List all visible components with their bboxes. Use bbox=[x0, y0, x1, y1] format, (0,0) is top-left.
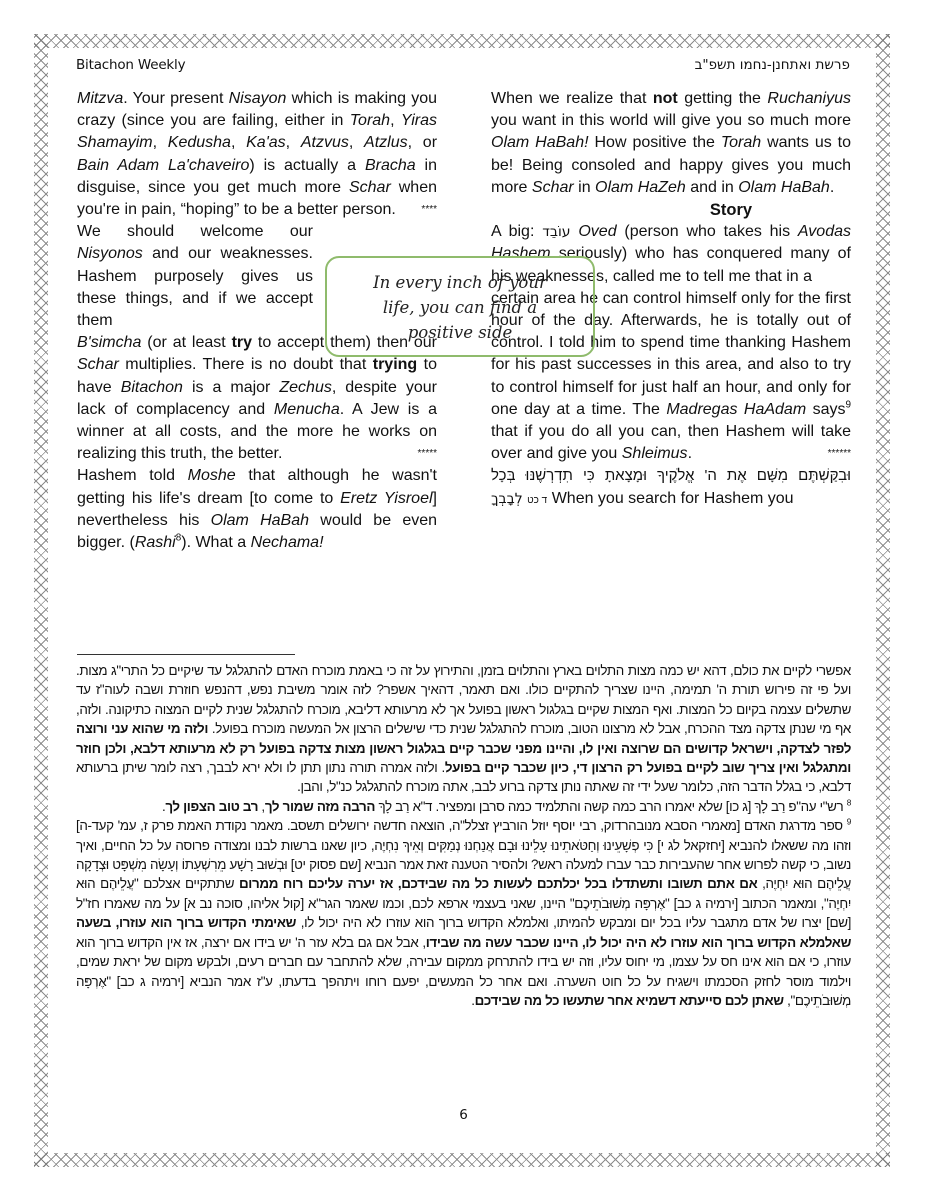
italic-term: Schar bbox=[531, 178, 574, 196]
section-divider-stars: ****** bbox=[827, 448, 851, 460]
page-border-right bbox=[876, 34, 890, 1167]
italic-term: Schar bbox=[348, 178, 391, 196]
story-heading: Story bbox=[709, 201, 753, 220]
italic-term: Nechama! bbox=[250, 534, 324, 552]
italic-term: Madregas HaAdam bbox=[666, 400, 807, 418]
italic-term: Olam HaBah! bbox=[491, 134, 589, 152]
right-paragraph-2-wrapped: A big: עוֹבֵד Oved (person who takes his Avodas Hashem seriously) who has conquered many of his weaknesses, called me to tell me that in a bbox=[491, 223, 851, 285]
italic-term: Menucha bbox=[273, 400, 340, 418]
footnote-separator bbox=[77, 654, 295, 655]
footnotes bbox=[76, 661, 851, 1010]
left-paragraph-3: Hashem told Moshe that although he wasn't getting his life's dream [to come to Eretz Yisroel] nevertheless his Olam HaBah would be even bigger. (Rashi$^8$). What a Nechama! bbox=[77, 467, 438, 552]
verse-hebrew: וּבִקַּשְׁתֶּם מִשָּׁם אֶת ה' אֱלֹקֶיךָ וּמָצָאתָ כִּי תִדְרְשֶׁנּוּ בְּכָל bbox=[491, 467, 851, 485]
bold-text: רב טוב הצפון לך bbox=[165, 798, 259, 814]
italic-term: Eretz Yisroel bbox=[340, 489, 433, 507]
page-border-left bbox=[34, 34, 48, 1167]
bold-text: שאימתי הקדוש ברוך הוא עוזרו, בשעה שאלמלא הקדוש ברוך הוא עוזרו לא היה יכול לו, היינו שכבר עשה מה שבידו bbox=[76, 915, 852, 950]
italic-term: Olam HaZeh bbox=[595, 178, 686, 196]
pull-quote-line: In every inch of your bbox=[373, 273, 547, 292]
page-number: 6 bbox=[459, 1107, 468, 1123]
verse-reference: ד כט bbox=[527, 494, 548, 506]
italic-term: Ka'as bbox=[246, 134, 286, 152]
italic-term: Nisyonos bbox=[77, 245, 143, 263]
publication-title: Bitachon Weekly bbox=[76, 57, 186, 73]
bold-text: שאתן לכם סייעתא דשמיא אחר שתעשו כל מה שבידכם bbox=[474, 992, 784, 1008]
italic-term: Bain Adam La'chaveiro bbox=[77, 156, 250, 174]
right-paragraph-1: When we realize that not getting the Ruchaniyus you want in this world will give you so much more Olam HaBah! How positive the Torah wants us to be! Being consoled and happy gives you much more Schar in Olam HaZeh and in Olam HaBah. bbox=[491, 90, 852, 196]
bold-text: ולזה מי שהוא עני ורוצה לפזר לצדקה, וישראל קדושים הם שרוצה ואין לו, והיינו מפני שכבר קיים בגלגול ראשון מצות צדקה בפועל רק לא מרעותא דלבא, ולכן חוזר ומתגלגל ואין צריך שוב לקיים בפועל רק הרצון די, כיון שכבר קיים בפועל bbox=[76, 721, 851, 776]
bold-text: הרבה מזה שמור לך bbox=[264, 798, 376, 814]
italic-term: Schar bbox=[77, 356, 119, 374]
section-divider-stars: ***** bbox=[417, 448, 437, 460]
hebrew-word: עוֹבֵד bbox=[542, 224, 571, 241]
right-paragraph-2: certain area he can control himself only for the first hour of the day. Afterwards, he is totally out of control. I told him to spend time thanking Hashem for his past successes in this area, and also to try to control himself for just half an hour, and only for one day at a time. The Madregas HaAdam says$^9$ that if you do all you can, then Hashem will take over and give you Shleimus. ****** bbox=[491, 288, 851, 466]
italic-term: B'simcha bbox=[77, 334, 142, 352]
italic-term: Atzlus bbox=[364, 134, 408, 152]
page-border-top bbox=[34, 34, 890, 48]
italic-term: Bracha bbox=[364, 156, 416, 174]
italic-term: Moshe bbox=[187, 467, 236, 485]
pull-quote-line: life, you can find a bbox=[382, 298, 538, 317]
italic-term: Torah bbox=[349, 112, 391, 130]
italic-term: Oved bbox=[578, 223, 617, 241]
italic-term: Nisayon bbox=[228, 90, 287, 107]
left-paragraph-1: Mitzva. Your present Nisayon which is making you crazy (since you are failing, either in Torah, Yiras Shamayim, Kedusha, Ka'as, Atzvus, Atzlus, or Bain Adam La'chaveiro) is actually a Bracha in disguise, since you get much more Schar when you're in pain, “hoping” to be a better person. **** bbox=[77, 88, 437, 221]
bold-text: not bbox=[652, 90, 678, 107]
bold-text: אם אתם תשובו ותשתדלו בכל יכלתכם לעשות כל מה שבידכם, אז יערה עליכם רוח ממרום bbox=[239, 876, 758, 892]
parsha-title: פרשת ואתחנן-נחמו תשפ"ב bbox=[694, 57, 850, 73]
verse-line bbox=[491, 488, 851, 512]
italic-term: Bitachon bbox=[120, 378, 183, 396]
footnote-9: $^9$ ספר מדרגת האדם [מאמרי הסבא מנובהרדוק, רבי יוסף יוזל הורביץ זצלל"ה, הוצאה חדשה ירושלים תשסב. מאמר נקודת האמת פרק ז, עמ' קעד-ה] וזהו מה ששאלו להנביא [יחזקאל לג י] כִּי פְשָׁעֵינוּ וְחַטֹּאתֵינוּ עָלֵינוּ וּבָם אֲנַחְנוּ נְמַקִּים וְאֵיךְ נִחְיֶה, כיון שאנו ברשות לבנו ומצודה פרוסה על כל החיים, ואיך נשוב, כי קשה לפרוש אחר שהעבירות כבר עברו למעלה ראש? ולהסיר הטענה זאת אמר הנביא [שם פסוק יט] וּבְשׁוּב רָשָׁע מֵרִשְׁעָתוֹ וְעָשָׂה מִשְׁפָּט וּצְדָקָה עֲלֵיהֶם הוּא יִחְיֶה, אם אתם תשובו ותשתדלו בכל יכלתכם לעשות כל מה שבידכם, אז יערה עליכם רוח ממרום שתתקיים אצלכם "עֲלֵיהֶם הוּא יִחְיֶה", ומאמר הכתוב [ירמיה ג כב] "אֶרְפָּה מְשׁוּבֹתֵיכֶם" היינו, שאני בעצמי ארפא לכם, וכמו שאמר הגר"א [קול אליהו, סוכה נב א] על מה שאמרו חז"ל [שם] יצרו של אדם מתגבר עליו בכל יום ומבקש להמיתו, ואלמלא הקדוש ברוך הוא עוזרו לא היה יכול לו, שאימתי הקדוש ברוך הוא עוזרו, בשעה שאלמלא הקדוש ברוך הוא עוזרו לא היה יכול לו, היינו שכבר עשה מה שבידו, אבל אם גם בלא עזר ה' יש בידו אם ירצה, אז אין הקדוש ברוך הוא עוזרו, כי אם הוא אינו חס על עצמו, מי יחוס עליו, וזה יש בידו להתרחק ממקום עבירה, שלא להתחבר עם חברים רעים, ולבקש מקום של יראת שמים, וילמוד מוסר לחזק הסכמתו וישגיח על כל חוט השערה. ואם אחר כל המעשים, יפעם רוחו ויתהפך בדעתו, ע"ז אמר הנביא [ירמיה ג כב] "אֶרְפָּה מְשׁוּבֹתֵיכֶם", שאתן לכם סייעתא דשמיא אחר שתעשו כל מה שבידכם. bbox=[76, 816, 852, 1008]
bold-text: trying bbox=[372, 356, 418, 374]
footnote-number: 9 bbox=[846, 816, 851, 827]
pull-quote-box bbox=[325, 256, 595, 357]
footnote-number: 8 bbox=[846, 797, 851, 808]
italic-term: Torah bbox=[720, 134, 762, 152]
italic-term: Kedusha bbox=[167, 134, 231, 152]
footnote-ref: 9 bbox=[845, 399, 852, 411]
section-divider-stars: **** bbox=[421, 204, 437, 216]
italic-term: Olam HaBah bbox=[210, 511, 310, 529]
footnote-8: $^8$ רש"י עה"פ רַב לָךְ [ג כו] שלא יאמרו הרב כמה קשה והתלמיד כמה סרבן ומפציר. ד"א רַב לָךְ הרבה מזה שמור לך, רב טוב הצפון לך. bbox=[161, 797, 851, 814]
footnote-ref: 8 bbox=[175, 532, 182, 544]
italic-term: Mitzva bbox=[77, 90, 124, 107]
italic-term: Zechus bbox=[279, 378, 332, 396]
italic-term: Shleimus bbox=[621, 445, 688, 463]
italic-term: Yiras Shamayim bbox=[77, 112, 438, 152]
left-paragraph-2: B'simcha (or at least try to accept them) then our Schar multiplies. There is no doubt that trying to have Bitachon is a major Zechus, despite your lack of complacency and Menucha. A Jew is a winner at all costs, and the more he works on realizing this truth, the better. ***** bbox=[77, 332, 437, 465]
verse-hebrew-end: לְבָבְךָ bbox=[491, 490, 523, 507]
footnote-continuation: אפשרי לקיים את כולם, דהא יש כמה מצות התלוים בארץ והתלוים בזמן, והתירוץ על זה כי באמת מוכרח האדם להתגלגל עד שיקיים כל התרי"ג מצות. ועל פי זה פירוש תורת ה' תמימה, היינו שצריך להתקיים כולו. ואם תאמר, דהאיך אשפר? לזה אומר משיבת נפש, דהנפש חוזרת ושבה לעוה"ז עד שתשלים עצמה בקיום כל המצות. ואף המצות שקיים בגלגול ראשון בפועל אך לא מרעותא דליבא, מוכרח להתגלגל שנית לקיים המצוה כתיקונה. ולזה, אף מי שנתן צדקה מצד ההכרח, אבל לא מרצונו הטוב, מוכרח להתגלגל שנית כדי שישלים הרצון אל המעשה מוכרח בפועל. ולזה מי שהוא עני ורוצה לפזר לצדקה, וישראל קדושים הם שרוצה ואין לו, והיינו מפני שכבר קיים בגלגול ראשון מצות צדקה בפועל רק לא מרעותא דלבא, ולכן חוזר ומתגלגל ואין צריך שוב לקיים בפועל רק הרצון די, כיון שכבר קיים בפועל. ולזה אמרה תורה נתון תתן לו ולא ירא לבבך, רצה לומר שיתן ברעותא דלבא, כי בגלל הדבר הזה, כלומר שעל ידי זה שאתה נותן צדקה ברוע לבב, אתה מוכרח להתגלגל כנ"ל, והבן. bbox=[76, 663, 851, 795]
italic-term: Ruchaniyus bbox=[767, 90, 851, 107]
italic-term: Atzvus bbox=[300, 134, 349, 152]
left-paragraph-2-wrapped: We should welcome our Nisyonos and our weaknesses. Hashem purposely gives us these things, and if we accept them bbox=[77, 223, 313, 330]
bold-text: try bbox=[231, 334, 253, 352]
italic-term: Rashi bbox=[134, 534, 176, 552]
italic-term: Avodas Hashem bbox=[491, 223, 851, 263]
pull-quote-line: positive side bbox=[407, 323, 513, 342]
verse-english: When you search for Hashem you bbox=[551, 489, 794, 507]
page-border-bottom bbox=[34, 1153, 890, 1167]
italic-term: Olam HaBah bbox=[738, 178, 830, 196]
